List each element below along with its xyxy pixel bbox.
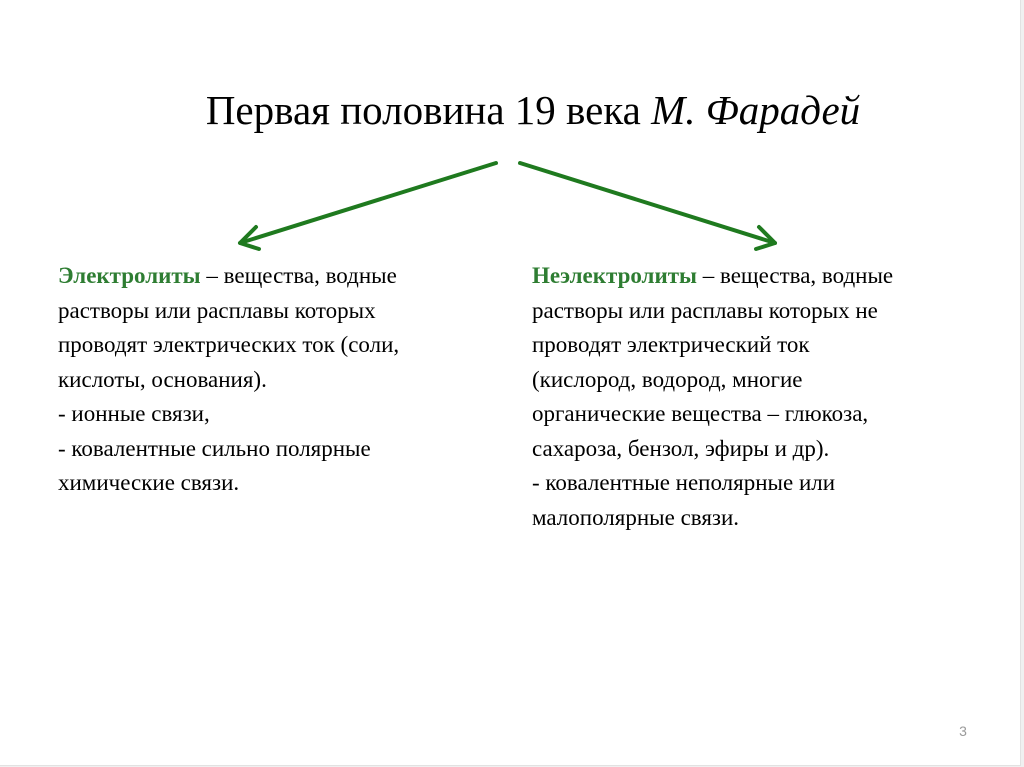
right-arrow <box>520 163 775 243</box>
electrolytes-line-7: химические связи. <box>58 470 240 495</box>
title-author: М. Фарадей <box>651 87 861 133</box>
non-electrolytes-definition-start: – вещества, водные <box>696 263 894 288</box>
non-electrolytes-line-1 <box>532 259 893 294</box>
electrolytes-line-2: растворы или расплавы которых <box>58 297 376 323</box>
non-electrolytes-line-8: малополярные связи. <box>532 504 740 530</box>
non-electrolytes-line-4: (кислород, водород, многие <box>532 366 803 392</box>
page-number: 3 <box>959 723 967 739</box>
non-electrolytes-line-6: сахароза, бензол, эфиры и др). <box>532 435 830 461</box>
non-electrolytes-line-2: растворы или расплавы которых не <box>532 297 878 323</box>
non-electrolytes-block <box>532 259 893 535</box>
electrolytes-line-1 <box>58 259 399 294</box>
non-electrolytes-line-5: органические вещества – глюкоза, <box>532 401 869 426</box>
non-electrolytes-line-7: - ковалентные неполярные или <box>532 470 836 495</box>
non-electrolytes-line-3: проводят электрический ток <box>532 332 810 357</box>
electrolytes-line-6: - ковалентные сильно полярные <box>58 435 371 461</box>
title-main: Первая половина 19 века <box>205 87 652 133</box>
non-electrolytes-term: Неэлектролиты <box>532 263 697 288</box>
electrolytes-term: Электролиты <box>58 263 201 288</box>
electrolytes-line-5: - ионные связи, <box>58 401 210 426</box>
electrolytes-block <box>58 259 399 501</box>
electrolytes-line-3: проводят электрических ток (соли, <box>58 332 400 357</box>
electrolytes-line-4: кислоты, основания). <box>58 366 267 392</box>
electrolytes-definition-start: – вещества, водные <box>200 263 397 288</box>
left-arrow <box>240 163 496 243</box>
